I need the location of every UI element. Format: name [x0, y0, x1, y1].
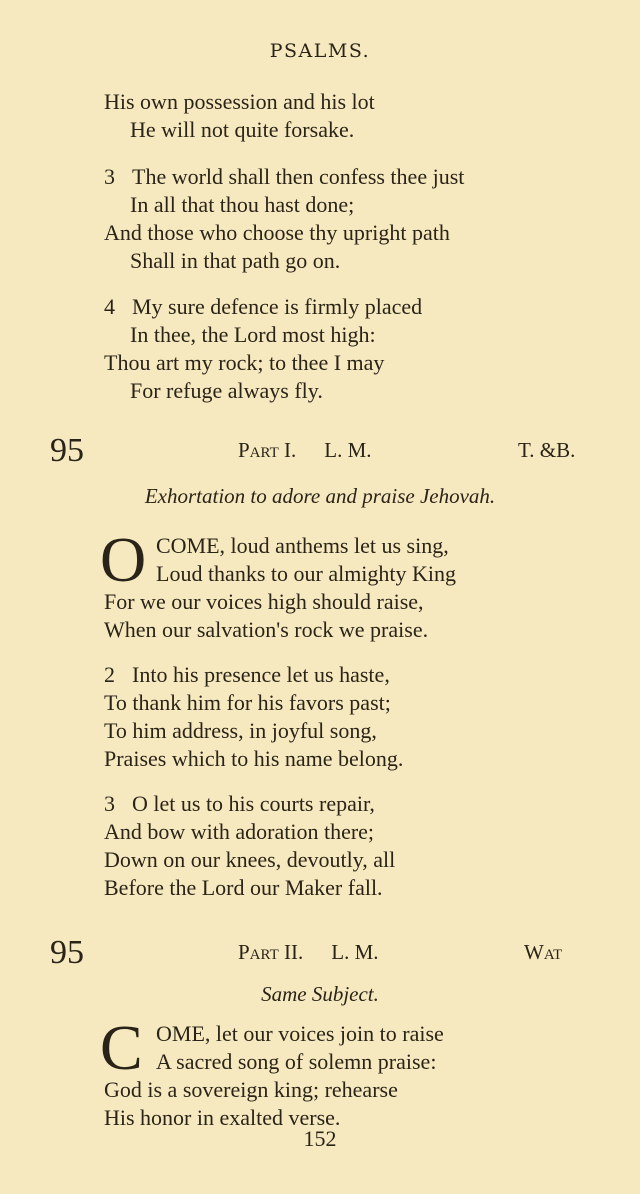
meter-label: L. M. [324, 438, 372, 462]
meter-label: L. M. [331, 940, 379, 964]
verse-line: His honor in exalted verse. [104, 1105, 341, 1130]
verse-line: Down on our knees, devoutly, all [104, 847, 396, 872]
drop-cap: O [100, 524, 147, 595]
verse-line: Before the Lord our Maker fall. [104, 875, 383, 900]
verse-line: For we our voices high should raise, [104, 589, 424, 614]
verse-line: His own possession and his lot [104, 89, 375, 114]
part-label: Part II. [238, 940, 304, 964]
verse-line: And those who choose thy upright path [104, 220, 450, 245]
drop-cap: C [100, 1012, 143, 1083]
verse-line: In all that thou hast done; [130, 192, 355, 217]
verse-line [104, 163, 464, 191]
tune-label: T. &B. [518, 438, 576, 462]
verse-line [104, 293, 422, 321]
verse-line: God is a sovereign king; rehearse [104, 1077, 398, 1102]
hymn-subject: Exhortation to adore and praise Jehovah. [144, 484, 496, 508]
verse-text: Into his presence let us haste, [132, 662, 390, 687]
part-label: Part I. [238, 438, 297, 462]
verse-line: For refuge always fly. [130, 378, 323, 403]
hymn-number: 95 [50, 934, 84, 971]
verse-text: O let us to his courts repair, [132, 791, 375, 816]
verse-text: My sure defence is firmly placed [132, 294, 423, 319]
verse-line: In thee, the Lord most high: [130, 322, 376, 347]
hymn-heading [238, 940, 379, 965]
stanza-number: 2 [104, 662, 115, 687]
verse-line: To thank him for his favors past; [104, 690, 391, 715]
running-head: PSALMS. [269, 40, 371, 62]
hymn-heading [238, 438, 372, 463]
stanza-number: 3 [104, 791, 115, 816]
hymn-subject: Same Subject. [261, 982, 379, 1006]
verse-line: Praises which to his name belong. [104, 746, 404, 771]
stanza-number: 3 [104, 164, 115, 189]
verse-line [104, 661, 390, 689]
verse-line [104, 790, 375, 818]
stanza-number: 4 [104, 294, 115, 319]
verse-line: Shall in that path go on. [130, 248, 341, 273]
tune-label: Wat [524, 940, 563, 964]
hymn-number: 95 [50, 432, 84, 469]
verse-line: Thou art my rock; to thee I may [104, 350, 385, 375]
verse-line: To him address, in joyful song, [104, 718, 377, 743]
page-number: 152 [303, 1126, 337, 1151]
verse-line: He will not quite forsake. [130, 117, 355, 142]
verse-line: Loud thanks to our almighty King [156, 561, 457, 586]
verse-line: COME, loud anthems let us sing, [156, 533, 449, 558]
verse-line: And bow with adoration there; [104, 819, 375, 844]
verse-line: A sacred song of solemn praise: [156, 1049, 437, 1074]
verse-line: OME, let our voices join to raise [156, 1021, 444, 1046]
verse-line: When our salvation's rock we praise. [104, 617, 429, 642]
verse-text: The world shall then confess thee just [132, 164, 465, 189]
